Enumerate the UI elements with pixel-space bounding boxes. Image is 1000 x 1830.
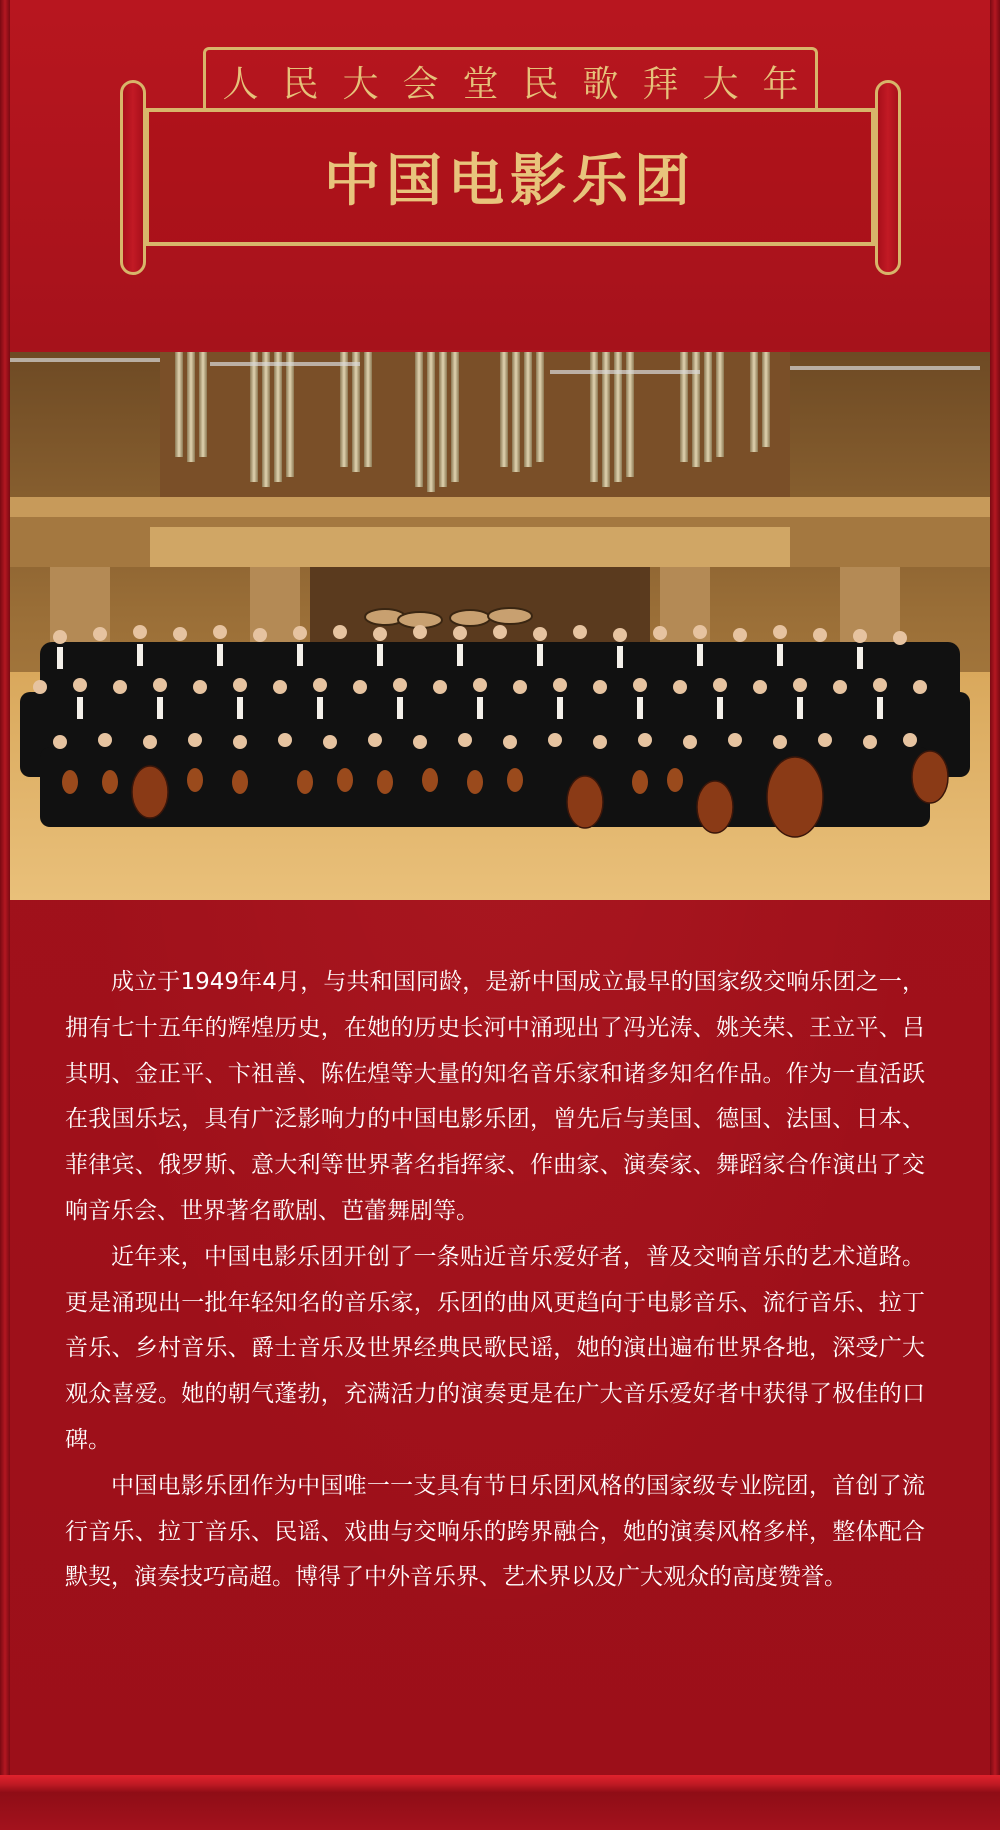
intro-paragraph-1: 成立于1949年4月，与共和国同龄，是新中国成立最早的国家级交响乐团之一，拥有七十五年的辉煌历史，在她的历史长河中涌现出了冯光涛、姚关荣、王立平、吕其明、金正平、卞祖善、陈佐煌等大量的知名音乐家和诸多知名作品。作为一直活跃在我国乐坛，具有广泛影响力的中国电影乐团，曾先后与美国、德国、法国、日本、菲律宾、俄罗斯、意大利等世界著名指挥家、作曲家、演奏家、舞蹈家合作演出了交响音乐会、世界著名歌剧、芭蕾舞剧等。	[65, 969, 925, 1224]
header-banner	[10, 0, 990, 350]
orchestra-title: 中国电影乐团	[324, 149, 696, 214]
bottom-border	[0, 1793, 1000, 1830]
event-subtitle: 人民大会堂民歌拜大年	[222, 63, 823, 105]
right-border-rail	[990, 0, 1000, 1830]
subtitle-tab	[203, 47, 823, 112]
orchestra-photo-illustration	[10, 352, 990, 900]
orchestra-photo	[10, 352, 990, 900]
intro-text	[65, 960, 925, 1601]
bottom-scroll-rod	[0, 1775, 1000, 1793]
intro-paragraph-2: 近年来，中国电影乐团开创了一条贴近音乐爱好者，普及交响音乐的艺术道路。更是涌现出一批年轻知名的音乐家，乐团的曲风更趋向于电影音乐、流行音乐、拉丁音乐、乡村音乐、爵士音乐及世界经典民歌民谣，她的演出遍布世界各地，深受广大观众喜爱。她的朝气蓬勃，充满活力的演奏更是在广大音乐爱好者中获得了极佳的口碑。	[65, 1243, 925, 1453]
left-border-rail	[0, 0, 10, 1830]
intro-paragraph-3: 中国电影乐团作为中国唯一一支具有节日乐团风格的国家级专业院团，首创了流行音乐、拉丁音乐、民谣、戏曲与交响乐的跨界融合，她的演奏风格多样，整体配合默契，演奏技巧高超。博得了中外音乐界、艺术界以及广大观众的高度赞誉。	[65, 1472, 925, 1591]
title-scroll	[145, 108, 875, 246]
scroll-roll-right	[875, 80, 901, 275]
scroll-roll-left	[120, 80, 146, 275]
